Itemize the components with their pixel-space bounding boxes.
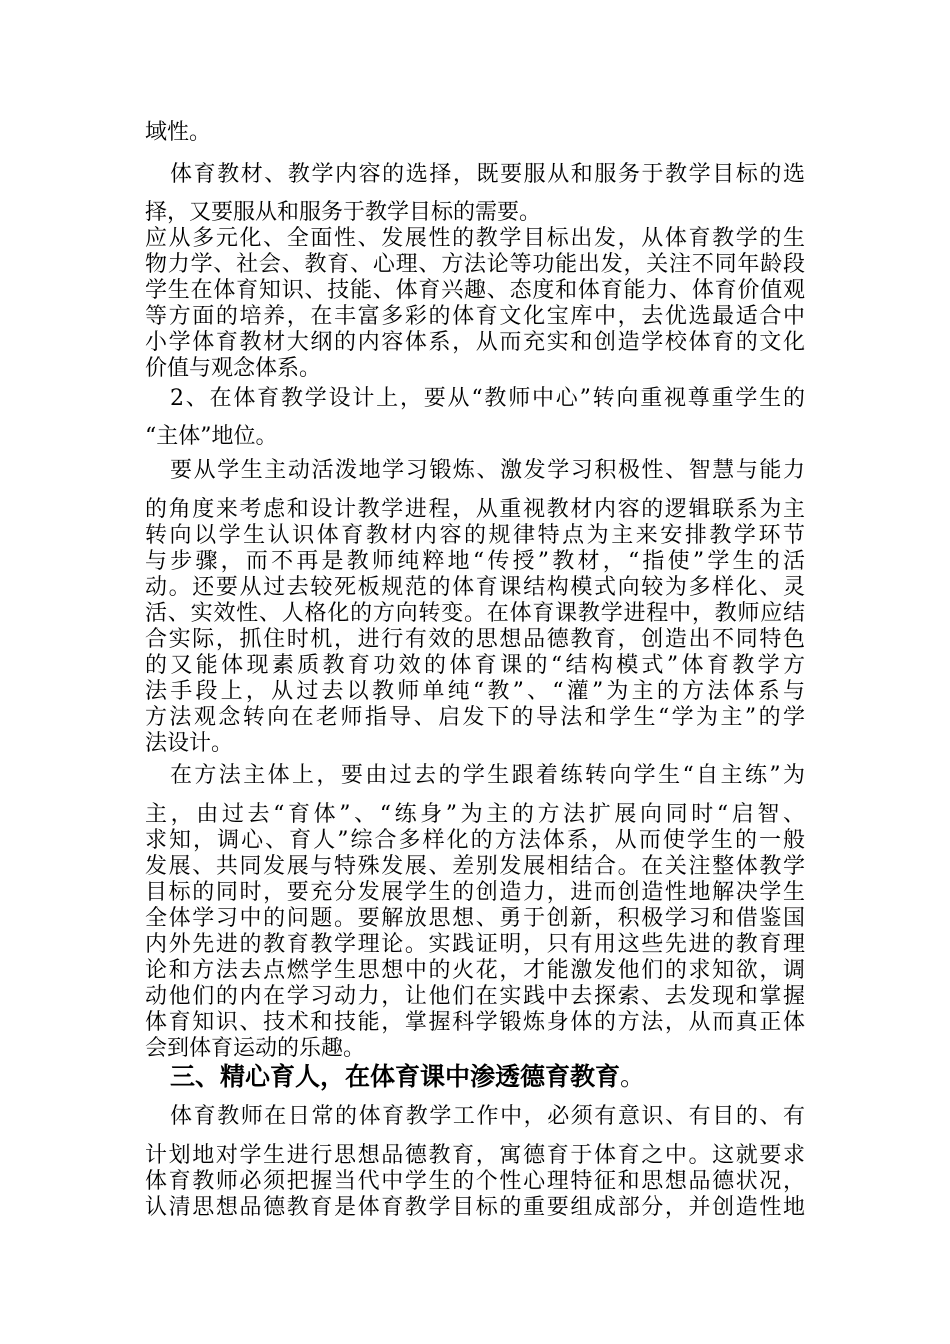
text-line: 动他们的内在学习动力，让他们在实践中去探索、去发现和掌握	[145, 984, 805, 1009]
section-heading-punct: 。	[620, 1062, 646, 1091]
section-heading-text: 三、精心育人，在体育课中渗透德育教育	[170, 1062, 621, 1091]
text-line: 小学体育教材大纲的内容体系，从而充实和创造学校体育的文化	[145, 330, 805, 355]
text-line: 物力学、社会、教育、心理、方法论等功能出发，关注不同年龄段	[145, 252, 805, 277]
section-heading	[170, 1062, 805, 1092]
text-line: 方法观念转向在老师指导、启发下的导法和学生“学为主”的学	[145, 705, 805, 730]
text-line: 转向以学生认识体育教材内容的规律特点为主来安排教学环节	[145, 523, 805, 548]
text-line: 法设计。	[145, 731, 234, 756]
text-line: 与步骤，而不再是教师纯粹地“传授”教材，“指使”学生的活	[145, 549, 805, 574]
text-line: 体育教材、教学内容的选择，既要服从和服务于教学目标的选	[170, 162, 805, 187]
text-line: 会到体育运动的乐趣。	[145, 1036, 366, 1061]
text-line: 要从学生主动活泼地学习锻炼、激发学习积极性、智慧与能力	[170, 458, 805, 483]
text-line: 价值与观念体系。	[145, 356, 322, 381]
text-line: 应从多元化、全面性、发展性的教学目标出发，从体育教学的生	[145, 226, 805, 251]
text-line: 择，又要服从和服务于教学目标的需要。	[145, 200, 542, 225]
text-line: 求知，调心、育人”综合多样化的方法体系，从而使学生的一般	[145, 828, 805, 853]
text-line: 活、实效性、人格化的方向转变。在体育课教学进程中，教师应结	[145, 601, 805, 626]
text-line: 的又能体现素质教育功效的体育课的“结构模式”体育教学方	[145, 653, 805, 678]
text-line: 发展、共同发展与特殊发展、差别发展相结合。在关注整体教学	[145, 854, 805, 879]
text-line: 体育教师在日常的体育教学工作中，必须有意识、有目的、有	[170, 1104, 805, 1129]
text-line: 合实际，抓住时机，进行有效的思想品德教育，创造出不同特色	[145, 627, 805, 652]
text-line: 域性。	[145, 120, 212, 145]
text-line: 等方面的培养，在丰富多彩的体育文化宝库中，去优选最适合中	[145, 304, 805, 329]
text-line: 认清思想品德教育是体育教学目标的重要组成部分，并创造性地	[145, 1195, 805, 1220]
text-line: 法手段上，从过去以教师单纯“教”、“灌”为主的方法体系与	[145, 679, 805, 704]
text-line: 计划地对学生进行思想品德教育，寓德育于体育之中。这就要求	[145, 1143, 805, 1168]
text-line: 在方法主体上，要由过去的学生跟着练转向学生“自主练”为	[170, 763, 805, 788]
text-line: 2、在体育教学设计上，要从“教师中心”转向重视尊重学生的	[170, 386, 805, 411]
text-line: 学生在体育知识、技能、体育兴趣、态度和体育能力、体育价值观	[145, 278, 805, 303]
text-line: 动。还要从过去较死板规范的体育课结构模式向较为多样化、灵	[145, 575, 805, 600]
text-line: 的角度来考虑和设计教学进程，从重视教材内容的逻辑联系为主	[145, 497, 805, 522]
text-line: 内外先进的教育教学理论。实践证明，只有用这些先进的教育理	[145, 932, 805, 957]
text-line: 全体学习中的问题。要解放思想、勇于创新，积极学习和借鉴国	[145, 906, 805, 931]
text-line: 主，由过去“育体”、“练身”为主的方法扩展向同时“启智、	[145, 802, 805, 827]
text-line: 体育知识、技术和技能，掌握科学锻炼身体的方法，从而真正体	[145, 1010, 805, 1035]
text-line: 论和方法去点燃学生思想中的火花，才能激发他们的求知欲，调	[145, 958, 805, 983]
text-line: “主体”地位。	[145, 424, 278, 449]
text-line: 体育教师必须把握当代中学生的个性心理特征和思想品德状况，	[145, 1169, 805, 1194]
text-line: 目标的同时，要充分发展学生的创造力，进而创造性地解决学生	[145, 880, 805, 905]
